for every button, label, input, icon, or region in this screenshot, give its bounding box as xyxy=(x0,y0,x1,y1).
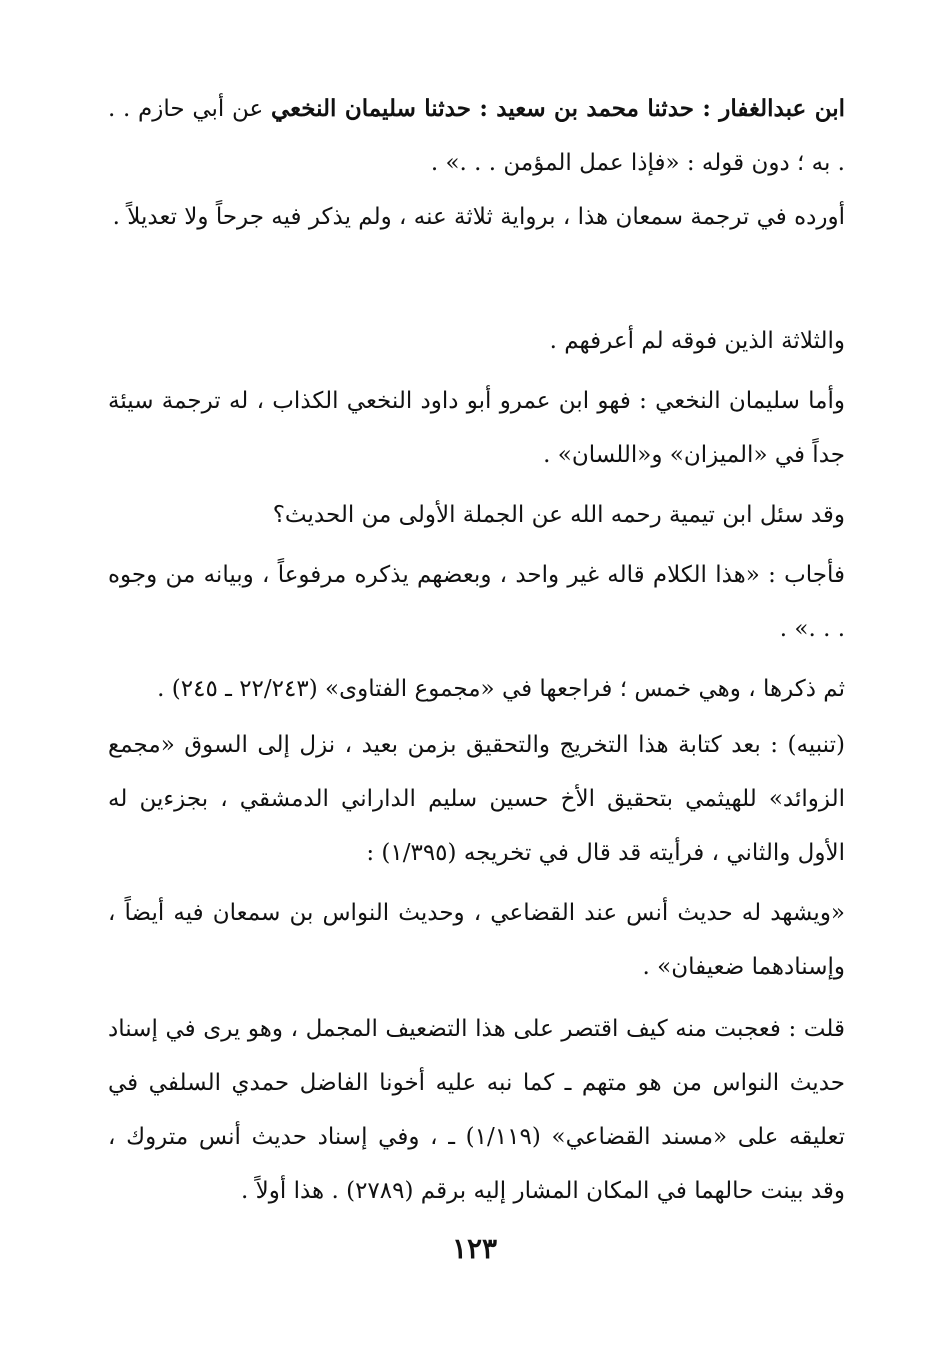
paragraph-9: «ويشهد له حديث أنس عند القضاعي ، وحديث النواس بن سمعان فيه أيضاً ، وإسنادهما ضعيفان» . xyxy=(108,900,845,980)
paragraph-1-text: عن أبي حازم . . . به ؛ دون قوله : «فإذا عمل المؤمن . . .» . xyxy=(108,96,845,176)
paragraph-6: فأجاب : «هذا الكلام قاله غير واحد ، وبعضهم يذكره مرفوعاً ، وبيانه من وجوه . . .» . xyxy=(108,562,845,642)
paragraph-4: وأما سليمان النخعي : فهو ابن عمرو أبو داود النخعي الكذاب ، له ترجمة سيئة جداً في «الميزان» و«اللسان» . xyxy=(108,388,845,468)
paragraph-10: قلت : فعجبت منه كيف اقتصر على هذا التضعيف المجمل ، وهو يرى في إسناد حديث النواس من هو متهم ـ كما نبه عليه أخونا الفاضل حمدي السلفي في تعليقه على «مسند القضاعي» (١/١١٩) ـ ، وفي إسناد حديث أنس متروك ، وقد بينت حالهما في المكان المشار إليه برقم (٢٧٨٩) . هذا أولاً . xyxy=(108,1016,846,1204)
paragraph-1 xyxy=(108,82,845,190)
paragraph-2: أورده في ترجمة سمعان هذا ، برواية ثلاثة عنه ، ولم يذكر فيه جرحاً ولا تعديلاً . xyxy=(112,204,845,230)
paragraph-7: ثم ذكرها ، وهي خمس ؛ فراجعها في «مجموع الفتاوى» (٢٢/٢٤٣ ـ ٢٤٥) . xyxy=(157,676,845,702)
page-number: ١٢٣ xyxy=(451,1232,498,1265)
paragraph-1-lead: ابن عبدالغفار : حدثنا محمد بن سعيد : حدثنا سليمان النخعي xyxy=(271,95,845,122)
paragraph-3: والثلاثة الذين فوقه لم أعرفهم . xyxy=(549,328,845,354)
paragraph-8: (تنبيه) : بعد كتابة هذا التخريج والتحقيق بزمن بعيد ، نزل إلى السوق «مجمع الزوائد» للهيثمي بتحقيق الأخ حسين سليم الداراني الدمشقي ، بجزءين له الأول والثاني ، فرأيته قد قال في تخريجه (١/٣٩٥) : xyxy=(108,732,845,866)
paragraph-5: وقد سئل ابن تيمية رحمه الله عن الجملة الأولى من الحديث؟ xyxy=(272,502,845,528)
